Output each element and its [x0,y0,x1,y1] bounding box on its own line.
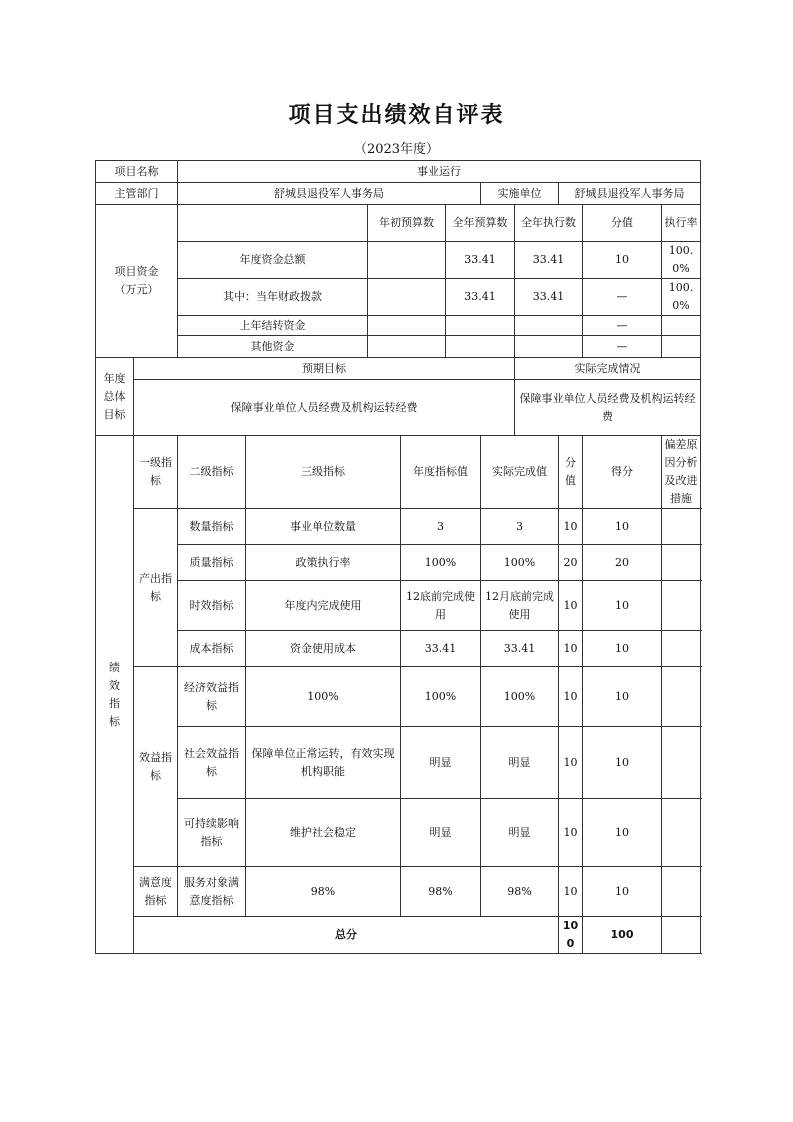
project-name-value: 事业运行 [178,161,701,183]
indicator-note [662,799,701,867]
col-annual-executed: 全年执行数 [515,205,583,242]
funds-row-rate: 100.0% [662,242,701,279]
output-label: 产出指标 [134,509,178,667]
indicator-value: 10 [559,581,583,631]
indicator-actual: 33.41 [481,631,559,667]
funds-row-initial [368,336,446,358]
indicator-l2: 时效指标 [178,581,246,631]
indicator-note [662,509,701,545]
indicator-note [662,631,701,667]
header-score-value: 分值 [559,436,583,509]
indicator-l3: 资金使用成本 [246,631,401,667]
funds-row-annual: 33.41 [446,279,515,316]
indicator-l3: 100% [246,667,401,727]
funds-row-executed: 33.41 [515,242,583,279]
indicator-note [662,867,701,917]
indicator-l2: 服务对象满意度指标 [178,867,246,917]
indicator-value: 20 [559,545,583,581]
indicator-l3: 事业单位数量 [246,509,401,545]
indicator-row [96,667,701,727]
indicator-score: 10 [583,667,662,727]
actual-goal-text: 保障事业单位人员经费及机构运转经费 [515,380,701,436]
indicator-l2: 经济效益指标 [178,667,246,727]
funds-row [96,336,701,358]
indicator-score: 10 [583,509,662,545]
indicator-l2: 质量指标 [178,545,246,581]
header-score: 得分 [583,436,662,509]
indicator-note [662,727,701,799]
indicator-note [662,581,701,631]
funds-row-name: 上年结转资金 [178,316,368,336]
indicator-l3: 政策执行率 [246,545,401,581]
funds-corner-cell [178,205,368,242]
header-level2: 二级指标 [178,436,246,509]
funds-row-rate [662,316,701,336]
dept-value: 舒城县退役军人事务局 [178,183,481,205]
col-execution-rate: 执行率 [662,205,701,242]
funds-row [96,316,701,336]
indicator-row [96,509,701,545]
indicator-target: 100% [401,545,481,581]
indicator-value: 10 [559,727,583,799]
header-target: 年度指标值 [401,436,481,509]
indicator-target: 明显 [401,727,481,799]
indicator-l2: 社会效益指标 [178,727,246,799]
header-level3: 三级指标 [246,436,401,509]
indicator-actual: 明显 [481,799,559,867]
benefit-label: 效益指标 [134,667,178,867]
unit-label: 实施单位 [481,183,559,205]
funds-row-executed [515,316,583,336]
indicator-l2: 数量指标 [178,509,246,545]
actual-goal-label: 实际完成情况 [515,358,701,380]
side-char: 指 [109,696,120,710]
indicator-note [662,667,701,727]
funds-row [96,279,701,316]
indicator-row [96,727,701,799]
funds-row-initial [368,316,446,336]
indicator-l2: 成本指标 [178,631,246,667]
total-note [662,917,701,954]
indicator-actual: 明显 [481,727,559,799]
indicator-target: 12底前完成使用 [401,581,481,631]
indicator-l3: 年度内完成使用 [246,581,401,631]
col-score-value: 分值 [583,205,662,242]
indicator-actual: 100% [481,545,559,581]
funds-row-annual [446,336,515,358]
col-annual-budget: 全年预算数 [446,205,515,242]
indicator-row [96,581,701,631]
goals-label-l1: 年度 [103,371,126,385]
indicator-l3: 98% [246,867,401,917]
indicator-value: 10 [559,799,583,867]
indicator-actual: 12月底前完成使用 [481,581,559,631]
indicator-row [96,799,701,867]
project-name-label: 项目名称 [96,161,178,183]
col-initial-budget: 年初预算数 [368,205,446,242]
page-subtitle: （2023年度） [353,142,440,157]
header-analysis: 偏差原因分析及改进措施 [662,436,701,509]
funds-label-line2: （万元） [114,283,159,296]
side-char: 绩 [109,660,120,674]
funds-row-score-value: — [583,336,662,358]
goals-label-l2: 总体 [103,389,126,403]
page-title: 项目支出绩效自评表 [288,103,505,128]
indicator-l3: 维护社会稳定 [246,799,401,867]
indicator-score: 10 [583,581,662,631]
indicator-score: 10 [583,799,662,867]
funds-row-executed [515,336,583,358]
indicator-value: 10 [559,631,583,667]
funds-row-annual: 33.41 [446,242,515,279]
funds-row-score-value: 10 [583,242,662,279]
goals-label [96,358,134,436]
indicator-row [96,867,701,917]
funds-row-name: 其他资金 [178,336,368,358]
satisfaction-label: 满意度指标 [134,867,178,917]
total-label: 总分 [134,917,559,954]
indicator-target: 98% [401,867,481,917]
indicators-side-label [96,436,134,954]
funds-row-rate: 100.0% [662,279,701,316]
side-char: 标 [109,714,120,728]
indicator-target: 明显 [401,799,481,867]
funds-label-line1: 项目资金 [114,265,159,278]
indicator-actual: 100% [481,667,559,727]
funds-row [96,242,701,279]
indicator-value: 10 [559,667,583,727]
goals-label-l3: 目标 [103,407,126,421]
indicator-l2: 可持续影响指标 [178,799,246,867]
indicator-score: 10 [583,727,662,799]
indicator-l3: 保障单位正常运转，有效实现机构职能 [246,727,401,799]
expected-goal-label: 预期目标 [134,358,515,380]
funds-row-annual [446,316,515,336]
expected-goal-text: 保障事业单位人员经费及机构运转经费 [134,380,515,436]
funds-row-score-value: — [583,316,662,336]
unit-value: 舒城县退役军人事务局 [559,183,701,205]
indicator-actual: 3 [481,509,559,545]
side-char: 效 [109,678,120,692]
header-level1: 一级指标 [134,436,178,509]
header-actual: 实际完成值 [481,436,559,509]
funds-row-initial [368,242,446,279]
indicator-row [96,545,701,581]
funds-label [96,205,178,358]
total-value: 100 [559,917,583,954]
funds-row-executed: 33.41 [515,279,583,316]
indicator-actual: 98% [481,867,559,917]
self-evaluation-table [95,160,701,954]
total-score: 100 [583,917,662,954]
indicator-score: 20 [583,545,662,581]
funds-row-name: 年度资金总额 [178,242,368,279]
indicator-target: 100% [401,667,481,727]
indicator-value: 10 [559,509,583,545]
funds-row-rate [662,336,701,358]
indicator-score: 10 [583,631,662,667]
funds-row-name: 其中：当年财政拨款 [178,279,368,316]
dept-label: 主管部门 [96,183,178,205]
indicator-row [96,631,701,667]
indicator-score: 10 [583,867,662,917]
indicator-target: 3 [401,509,481,545]
indicator-target: 33.41 [401,631,481,667]
funds-row-initial [368,279,446,316]
indicator-value: 10 [559,867,583,917]
indicator-note [662,545,701,581]
funds-row-score-value: — [583,279,662,316]
